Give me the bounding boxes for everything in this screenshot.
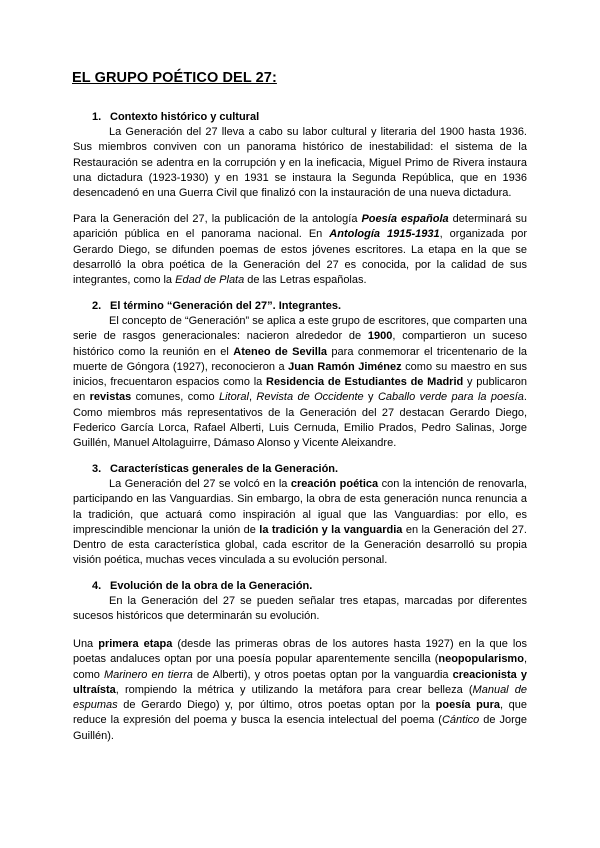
section-heading-evolution (92, 578, 312, 594)
emphasized-text: la tradición y la vanguardia (259, 523, 403, 536)
emphasized-text: Residencia de Estudiantes de Madrid (266, 376, 464, 389)
text-run: , compartieron un suceso histórico como la reunión en el (73, 330, 527, 358)
text-run: y (363, 391, 378, 404)
text-run: comunes, como (131, 391, 219, 404)
section-heading-text: Contexto histórico y cultural (110, 111, 260, 123)
text-run: de Jorge Guillén). (73, 714, 527, 742)
text-run: y publicaron en (73, 376, 528, 404)
text-run: Para la Generación del 27, la publicación de la antología (73, 213, 362, 225)
emphasized-text: neopopularismo (438, 653, 524, 666)
text-run: con la intención de renovarla, participando en las Vanguardias. Sin embargo, la obra de esta generación nunca renuncia a la tradición, que actuará como inspiración al igual que las Vanguardias: por ello, es imprescindible mencionar la unión de (73, 478, 527, 536)
emphasized-text: creación poética (290, 478, 379, 490)
text-run: determinará su aparición pública en el panorama nacional. En (73, 213, 527, 241)
emphasized-text: Juan Ramón Jiménez (288, 360, 402, 373)
paragraph-generation-concept (73, 314, 527, 452)
text-run: como su maestro en sus inicios, frecuentaron espacios como la (73, 360, 527, 389)
text-run: , como (73, 653, 527, 681)
section-heading-characteristics (92, 461, 338, 477)
section-number: 1. (92, 111, 102, 123)
text-run: Una (73, 638, 99, 650)
paragraph-historical-context (73, 125, 527, 201)
paragraph-characteristics (73, 477, 527, 569)
emphasized-text: Caballo verde para la poesía (377, 391, 524, 404)
text-run: de Gerardo Diego) y, por último, otros poetas optan por la (117, 699, 436, 712)
emphasized-text: poesía pura (435, 699, 500, 712)
emphasized-text: Manual de espumas (73, 683, 527, 712)
emphasized-text: primera etapa (98, 638, 173, 650)
text-run: de las Letras españolas. (244, 274, 367, 287)
emphasized-text: Cántico (441, 714, 480, 727)
section-heading-text: Evolución de la obra de la Generación. (110, 580, 313, 592)
paragraph-anthology (73, 212, 527, 288)
emphasized-text: Antología 1915-1931 (329, 228, 440, 241)
text-run: El concepto de “Generación” se aplica a este grupo de escritores, que comparten una serie de rasgos generacionales: nacieron alrededor de (73, 315, 527, 343)
text-run: de Alberti), y otros poetas optan por la vanguardia (192, 668, 453, 681)
emphasized-text: Ateneo de Sevilla (233, 345, 328, 358)
emphasized-text: 1900 (367, 330, 393, 343)
section-heading-text: El término “Generación del 27”. Integrantes. (110, 300, 342, 312)
emphasized-text: Marinero en tierra (103, 668, 193, 681)
section-number: 2. (92, 300, 102, 312)
text-run: , organizada por Gerardo Diego, se difunden poemas de estos jóvenes escritores. La etapa en la que se desarrolló la obra poética de la Generación del 27 es conocida, por la calidad de sus integrantes, como la (73, 228, 528, 287)
paragraph-first-stage (73, 637, 527, 744)
document-title: EL GRUPO POÉTICO DEL 27: (72, 70, 277, 86)
emphasized-text: creacionista y ultraísta (73, 668, 527, 696)
section-heading-text: Características generales de la Generación. (110, 463, 339, 475)
section-number: 3. (92, 463, 102, 475)
text-run: (desde las primeras obras de los autores hasta 1927) en la que los poetas andaluces optan por una poesía popular aparentemente sencilla ( (73, 638, 527, 666)
paragraph-evolution-intro (73, 594, 527, 625)
section-heading-term (92, 298, 341, 314)
text-run: En la Generación del 27 se pueden señalar tres etapas, marcadas por diferentes sucesos históricos que determinarán su evolución. (73, 595, 527, 623)
text-run: La Generación del 27 lleva a cabo su labor cultural y literaria del 1900 hasta 1936. Sus miembros conviven con un panorama histórico de inestabilidad: el sistema de la Restauración se adentra en la corrupción y en la ineficacia, Miguel Primo de Rivera instaura una dictadura (1923-1930) y en 1931 se instaura la Segunda República, que en 1936 desencadenó en una Guerra Civil que finalizó con la instauración de una nueva dictadura. (73, 126, 527, 200)
emphasized-text: Litoral (219, 391, 249, 404)
text-run: , que reduce la expresión del poema y busca la esencia intelectual del poema ( (73, 699, 528, 727)
emphasized-text: Poesía española (361, 213, 449, 225)
text-run: . Como miembros más representativos de la Generación del 27 destacan Gerardo Diego, Federico García Lorca, Rafael Alberti, Luis Cernuda, Emilio Prados, Pedro Salinas, Jorge Guillén, Manuel Altolaguirre, Dámaso Alonso y Vicente Aleixandre. (73, 391, 527, 450)
emphasized-text: Revista de Occidente (256, 391, 364, 404)
section-heading-context (92, 109, 259, 125)
emphasized-text: Edad de Plata (175, 274, 245, 287)
text-run: , rompiendo la métrica y utilizando la metáfora para crear belleza ( (115, 683, 473, 696)
text-run: , (248, 391, 257, 404)
text-run: La Generación del 27 se volcó en la (109, 478, 291, 490)
emphasized-text: revistas (89, 391, 132, 404)
text-run: para conmemorar el tricentenario de la muerte de Góngora (1927), reconocieron a (73, 345, 528, 373)
section-number: 4. (92, 580, 102, 592)
text-run: en la Generación del 27. Dentro de esta característica global, cada escritor de la Generación desarrolló su propia visión poética, muchas veces vinculada a su evolución personal. (73, 523, 527, 567)
